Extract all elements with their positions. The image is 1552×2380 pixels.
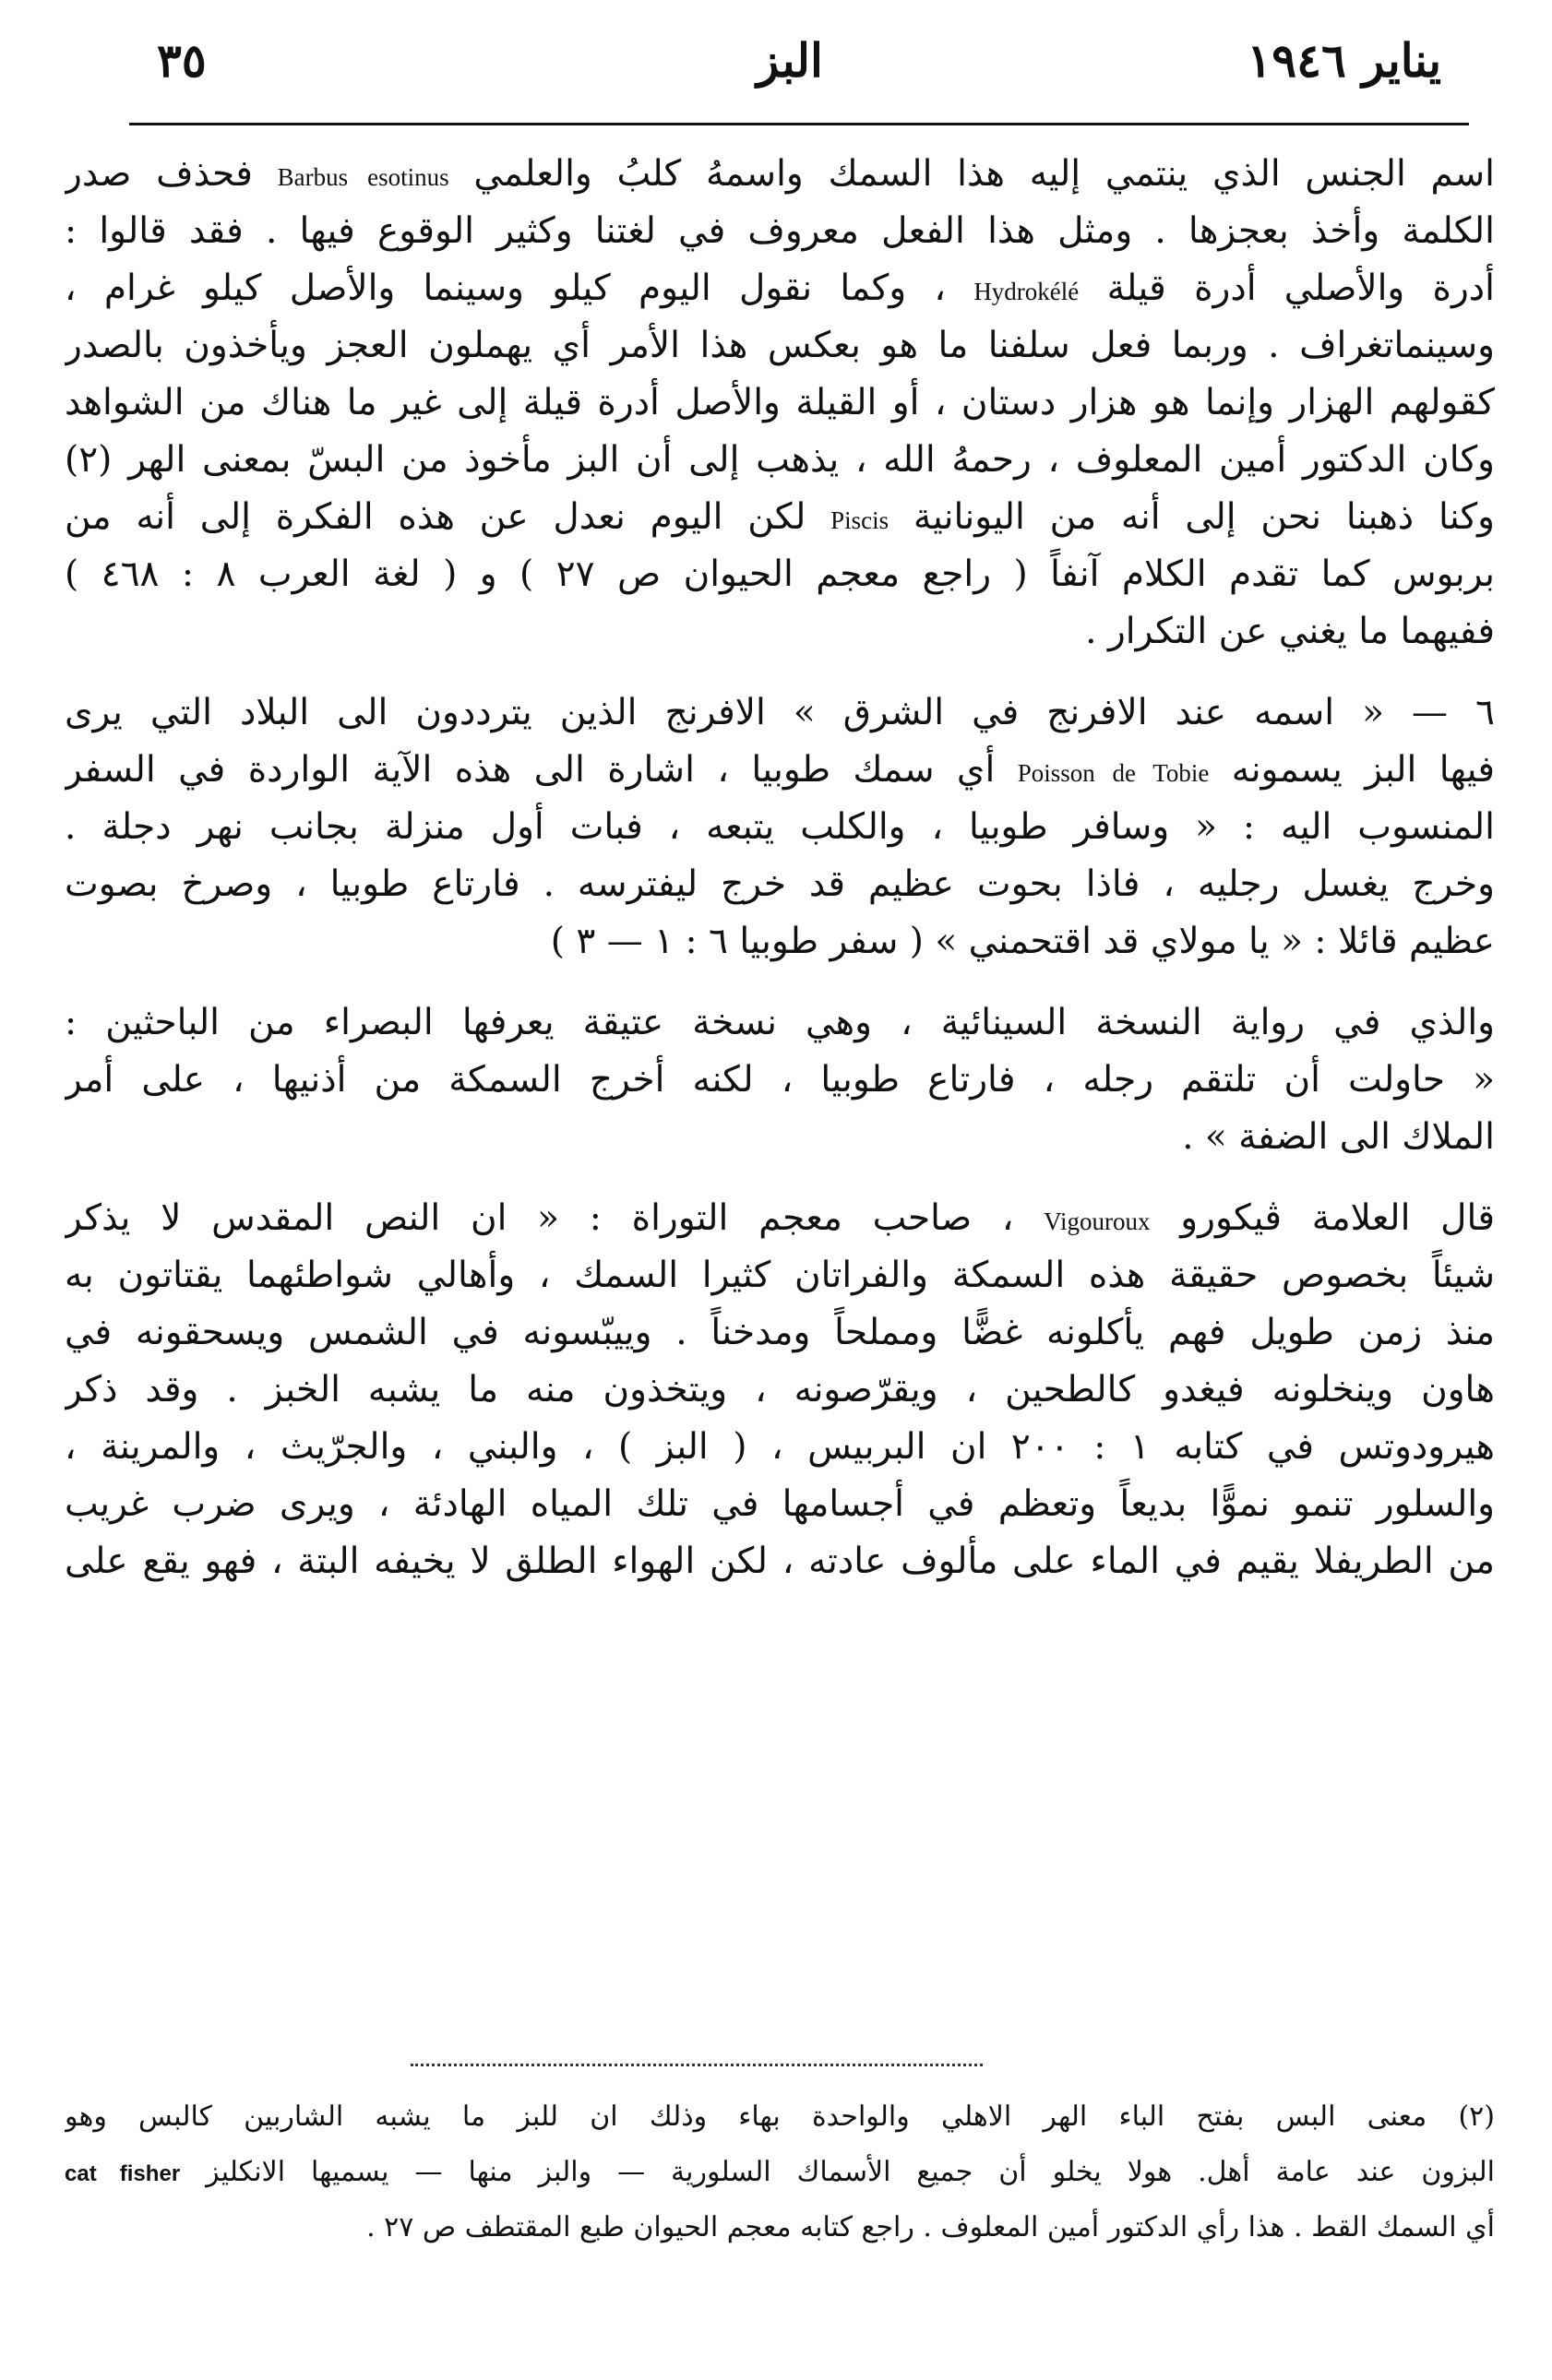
paragraph bbox=[65, 146, 1495, 660]
text-line: من الطريفلا يقيم في الماء على مألوف عادته ، لكن الهواء الطلق لا يخيفه البتة ، فهو يقع على bbox=[65, 1541, 1495, 1582]
text-line: شيئاً بخصوص حقيقة هذه السمكة والفراتان كثيرا السمك ، وأهالي شواطئهما يقتاتون به bbox=[65, 1255, 1495, 1296]
text-line: هاون وينخلونه فيغدو كالطحين ، ويقرّصونه ، ويتخذون منه ما يشبه الخبز . وقد ذكر bbox=[65, 1369, 1495, 1410]
latin-term: cat fisher bbox=[65, 2161, 181, 2186]
footnote-line: أي السمك القط . هذا رأي الدكتور أمين المعلوف . راجع كتابه معجم الحيوان طبع المقتطف ص ٢٧ . bbox=[366, 2211, 1495, 2243]
text-line: فيها البز يسمونه Poisson de Tobie أي سمك طوبيا ، اشارة الى هذه الآية الواردة في السفر bbox=[65, 749, 1495, 791]
text-line: وخرج يغسل رجليه ، فاذا بحوت عظيم قد خرج ليفترسه . فارتاع طوبيا ، وصرخ بصوت bbox=[65, 863, 1495, 905]
page-number: ٣٥ bbox=[157, 33, 207, 88]
text-line: منذ زمن طويل فهم يأكلونه غضًّا ومملحاً ومدخناً . وييبّسونه في الشمس ويسحقونه في bbox=[65, 1312, 1495, 1353]
latin-term: Hydrokélé bbox=[973, 278, 1080, 305]
issue-date: يناير ١٩٤٦ bbox=[1247, 33, 1441, 88]
page-title: البز bbox=[757, 33, 823, 88]
paragraph bbox=[65, 1190, 1495, 1590]
running-header bbox=[138, 28, 1441, 101]
footnote-line: البزون عند عامة أهل. هولا يخلو أن جميع الأسماك السلورية — والبز منها — يسميها الانكليز cat fisher bbox=[65, 2156, 1495, 2188]
paragraph-gap bbox=[65, 660, 1495, 684]
text-line: قال العلامة ڤيكورو Vigouroux ، صاحب معجم التوراة : « ان النص المقدس لا يذكر bbox=[65, 1197, 1495, 1239]
text-line: الملاك الى الضفة » . bbox=[1182, 1116, 1495, 1158]
paragraph-gap bbox=[65, 1166, 1495, 1190]
text-line: وكنا ذهبنا نحن إلى أنه من اليونانية Piscis لكن اليوم نعدل عن هذه الفكرة إلى أنه من bbox=[65, 496, 1495, 538]
text-line: المنسوب اليه : « وسافر طوبيا ، والكلب يتبعه ، فبات أول منزلة بجانب نهر دجلة . bbox=[65, 806, 1495, 848]
text-line: كقولهم الهزار وإنما هو هزار دستان ، أو القيلة والأصل أدرة قيلة إلى غير ما هناك من الشواهد bbox=[65, 382, 1495, 423]
text-line: والذي في رواية النسخة السينائية ، وهي نسخة عتيقة يعرفها البصراء من الباحثين : bbox=[65, 1002, 1495, 1043]
text-line: وكان الدكتور أمين المعلوف ، رحمهُ الله ، يذهب إلى أن البز مأخوذ من البسّ بمعنى الهر (٢) bbox=[65, 439, 1495, 481]
paragraph bbox=[65, 994, 1495, 1166]
footnotes bbox=[65, 2089, 1495, 2255]
header-rule bbox=[129, 123, 1469, 125]
text-line: اسم الجنس الذي ينتمي إليه هذا السمك واسمهُ كلبُ والعلمي Barbus esotinus فحذف صدر bbox=[65, 153, 1495, 195]
text-line: هيرودوتس في كتابه ١ : ٢٠٠ ان البربيس ، ( البز ) ، والبني ، والجرّيث ، والمرينة ، bbox=[65, 1426, 1495, 1468]
text-line: والسلور تنمو نموًّا بديعاً وتعظم في أجسامها في تلك المياه الهادئة ، ويرى ضرب غريب bbox=[65, 1483, 1495, 1525]
text-line: ٦ — « اسمه عند الافرنج في الشرق » الافرنج الذين يترددون الى البلاد التي يرى bbox=[65, 692, 1495, 733]
text-line: « حاولت أن تلتقم رجله ، فارتاع طوبيا ، لكنه أخرج السمكة من أذنيها ، على أمر bbox=[65, 1059, 1495, 1101]
paragraph-gap bbox=[65, 970, 1495, 994]
text-line: أدرة والأصلي أدرة قيلة Hydrokélé ، وكما نقول اليوم كيلو وسينما والأصل كيلو غرام ، bbox=[65, 268, 1495, 309]
text-line: الكلمة وأخذ بعجزها . ومثل هذا الفعل معروف في لغتنا وكثير الوقوع فيها . فقد قالوا : bbox=[65, 210, 1495, 252]
latin-term: Piscis bbox=[830, 506, 889, 534]
latin-term: Poisson de Tobie bbox=[1017, 759, 1210, 787]
footnote-line: (٢) معنى البس بفتح الباء الهر الاهلي والواحدة بهاء وذلك ان للبز ما يشبه الشاربين كالبس وهو bbox=[65, 2100, 1495, 2133]
text-line: وسينماتغراف . وربما فعل سلفنا ما هو بعكس هذا الأمر أي يهملون العجز ويأخذون بالصدر bbox=[65, 325, 1495, 366]
latin-term: Vigouroux bbox=[1044, 1208, 1151, 1235]
footnote-separator bbox=[411, 2064, 983, 2066]
text-line: عظيم قائلا : « يا مولاي قد اقتحمني » ( سفر طوبيا ٦ : ١ — ٣ ) bbox=[550, 921, 1495, 962]
text-line: بربوس كما تقدم الكلام آنفاً ( راجع معجم الحيوان ص ٢٧ ) و ( لغة العرب ٨ : ٤٦٨ ) bbox=[65, 553, 1495, 595]
paragraph bbox=[65, 684, 1495, 970]
latin-term: Barbus esotinus bbox=[277, 163, 449, 191]
text-line: ففيهما ما يغني عن التكرار . bbox=[1085, 611, 1495, 652]
article-body bbox=[65, 146, 1495, 1590]
